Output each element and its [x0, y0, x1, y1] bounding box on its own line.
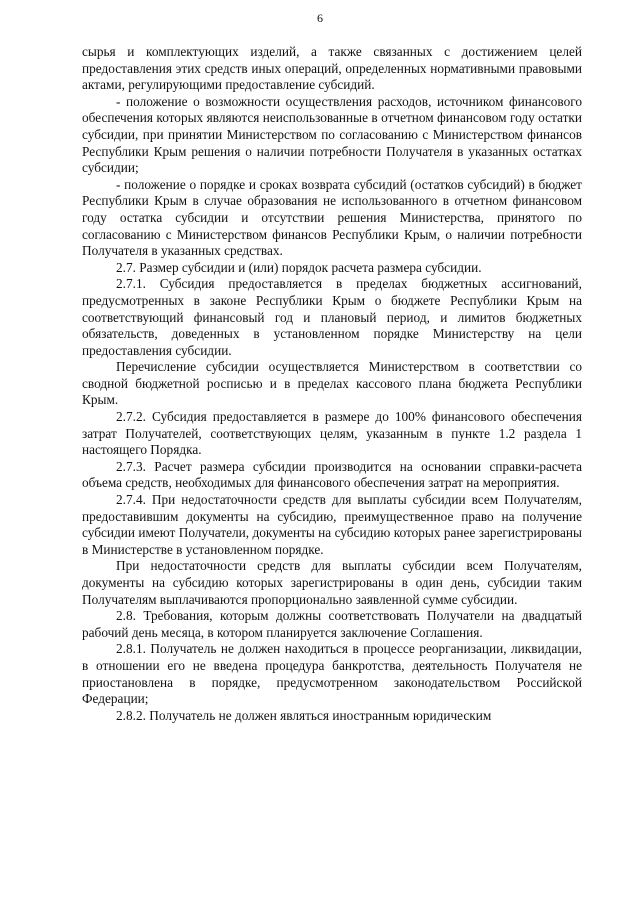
section-heading-2-7: 2.7. Размер субсидии и (или) порядок расчета размера субсидии.: [116, 259, 482, 275]
paragraph-continuation: сырья и комплектующих изделий, а также связанных с достижением целей предоставления этих средств иных операций, определенных нормативными правовыми актами, регулирующими предоставление субсидий.: [82, 44, 582, 93]
paragraph-2-7-2: 2.7.2. Субсидия предоставляется в размере до 100% финансового обеспечения затрат Получателей, соответствующих целям, указанным в пункте 1.2 раздела 1 настоящего Порядка.: [82, 409, 582, 458]
section-heading-2-8: 2.8. Требования, которым должны соответствовать Получатели на двадцатый рабочий день месяца, в котором планируется заключение Соглашения.: [82, 608, 582, 640]
paragraph-unused-balance-provision: - положение о возможности осуществления расходов, источником финансового обеспечения которых являются неиспользованные в отчетном финансовом году остатки субсидии, при принятии Министерством по согласованию с Министерством финансов Республики Крым решения о наличии потребности Получателя в указанных остатках субсидии;: [82, 93, 582, 176]
paragraph-2-8-1: 2.8.1. Получатель не должен находиться в процессе реорганизации, ликвидации, в отношении его не введена процедура банкротства, деятельность Получателя не приостановлена в порядке, предусмотренном законодательством Российской Федерации;: [82, 641, 582, 707]
page-number: 6: [317, 11, 323, 25]
paragraph-refund-provision: - положение о порядке и сроках возврата субсидий (остатков субсидий) в бюджет Республики Крым в случае образования не использованного в отчетном финансовом году остатка субсидии и отсутствии решения Министерства, принятого по согласованию с Министерством финансов Республики Крым, о наличии потребности Получателя в указанных средствах.: [82, 176, 582, 259]
document-body: [82, 44, 582, 724]
paragraph-transfer: Перечисление субсидии осуществляется Министерством в соответствии со сводной бюджетной росписью и в пределах кассового плана бюджета Республики Крым.: [82, 359, 582, 408]
paragraph-2-7-4: 2.7.4. При недостаточности средств для выплаты субсидии всем Получателям, предоставившим документы на субсидию, преимущественное право на получение субсидии имеют Получатели, документы на субсидию которых ранее зарегистрированы в Министерстве в установленном порядке.: [82, 492, 582, 557]
paragraph-2-7-3: 2.7.3. Расчет размера субсидии производится на основании справки-расчета объема средств, необходимых для финансового обеспечения затрат на мероприятия.: [82, 458, 582, 491]
paragraph-2-8-2: 2.8.2. Получатель не должен являться иностранным юридическим: [116, 707, 492, 723]
paragraph-2-7-1: 2.7.1. Субсидия предоставляется в пределах бюджетных ассигнований, предусмотренных в законе Республики Крым о бюджете Республики Крым на соответствующий финансовый год и плановый период, и лимитов бюджетных обязательств, доведенных в установленном порядке Министерству на цели предоставления субсидии.: [82, 276, 582, 358]
paragraph-same-day-allocation: При недостаточности средств для выплаты субсидии всем Получателям, документы на субсидию которых зарегистрированы в один день, субсидии таким Получателям выплачиваются пропорционально заявленной сумме субсидии.: [82, 558, 582, 607]
